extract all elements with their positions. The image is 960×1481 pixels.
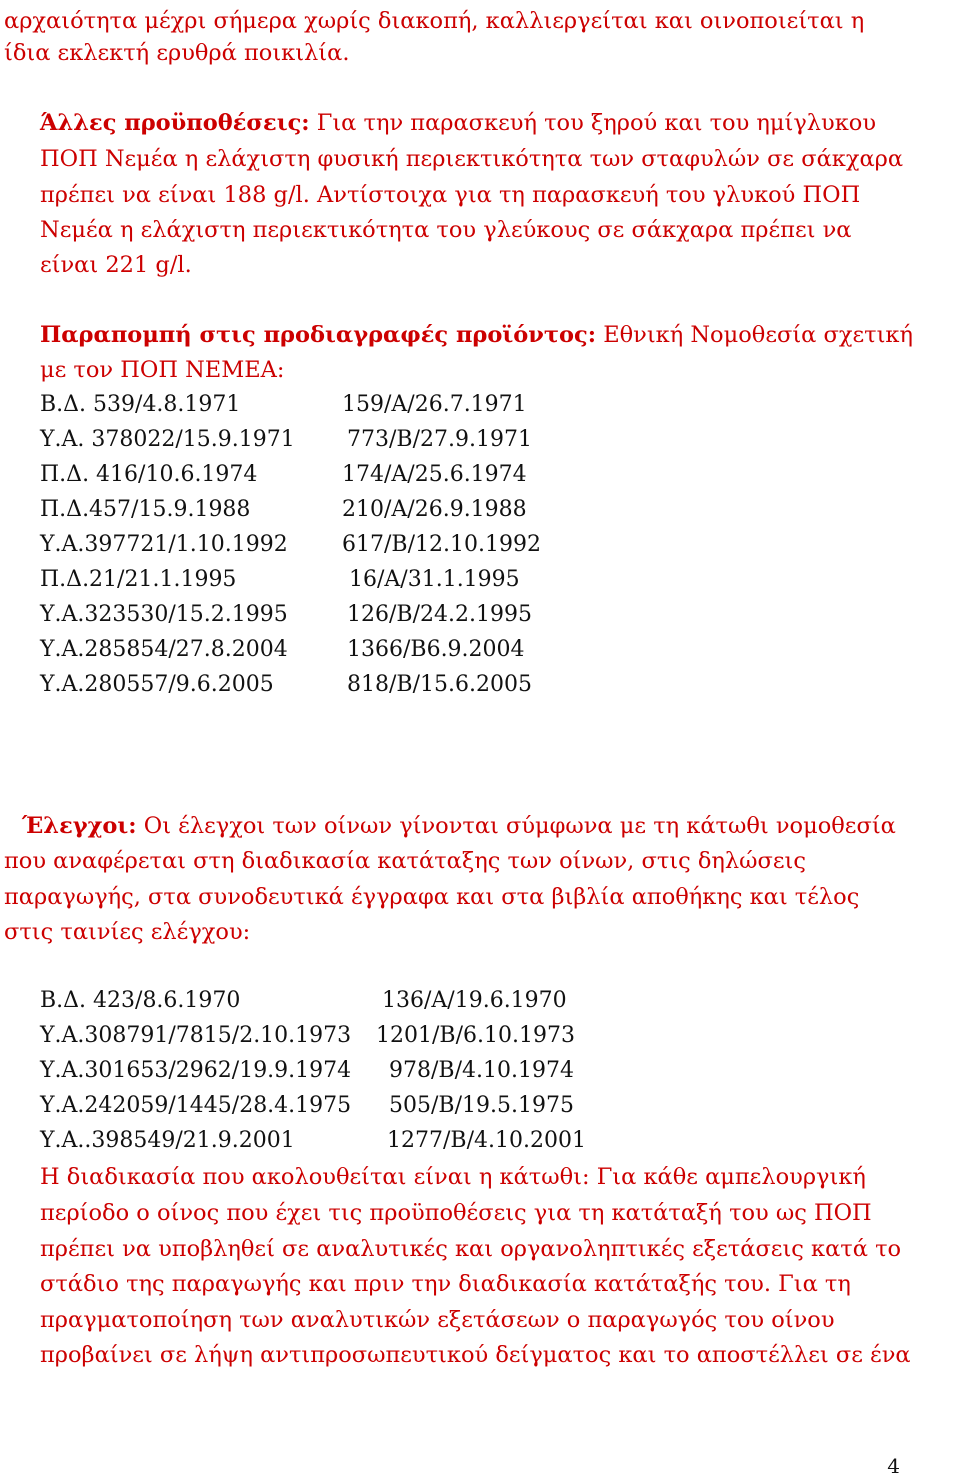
procedure-line-4: στάδιο της παραγωγής και πριν την διαδικασία κατάταξής του. Για τη [40,1271,851,1297]
spec-ref-line-2: με τον ΠΟΠ ΝΕΜΕΑ: [40,357,285,383]
procedure-line-5: πραγματοποίηση των αναλυτικών εξετάσεων ο παραγωγός του οίνου [40,1307,835,1333]
page-number: 4 [887,1454,900,1478]
spec-ref-gazette: 126/Β/24.2.1995 [347,602,532,627]
conditions-line-4: Νεμέα η ελάχιστη περιεκτικότητα του γλεύκους σε σάκχαρα πρέπει να [40,217,852,243]
controls-gazette: 1201/Β/6.10.1973 [376,1023,575,1048]
spec-ref-law: Υ.Α.285854/27.8.2004 [40,637,288,662]
spec-ref-law: Υ.Α.280557/9.6.2005 [40,672,274,697]
spec-ref-gazette: 210/Α/26.9.1988 [342,497,527,522]
procedure-line-2: περίοδο ο οίνος που έχει τις προϋποθέσεις για τη κατάταξή του ως ΠΟΠ [40,1200,872,1226]
controls-line-3: παραγωγής, στα συνοδευτικά έγγραφα και στα βιβλία αποθήκης και τέλος [4,884,860,910]
spec-ref-gazette: 818/Β/15.6.2005 [347,672,532,697]
spec-ref-law: Π.Δ.457/15.9.1988 [40,497,251,522]
spec-ref-gazette: 617/Β/12.10.1992 [342,532,541,557]
conditions-text: Για την παρασκευή του ξηρού και του ημίγλυκου [309,110,877,136]
controls-law: Υ.Α.242059/1445/28.4.1975 [40,1093,352,1118]
spec-ref-gazette: 16/Α/31.1.1995 [349,567,520,592]
conditions-line-2: ΠΟΠ Νεμέα η ελάχιστη φυσική περιεκτικότητα των σταφυλών σε σάκχαρα [40,146,904,172]
spec-ref-label: Παραπομπή στις προδιαγραφές προϊόντος: [40,322,597,348]
spec-ref-law: Υ.Α. 378022/15.9.1971 [40,427,295,452]
controls-line-4: στις ταινίες ελέγχου: [4,919,251,945]
controls-gazette: 136/Α/19.6.1970 [382,988,567,1013]
procedure-line-3: πρέπει να υποβληθεί σε αναλυτικές και οργανοληπτικές εξετάσεις κατά το [40,1236,902,1262]
intro-line-2: ίδια εκλεκτή ερυθρά ποικιλία. [4,40,350,66]
spec-ref-law: Π.Δ.21/21.1.1995 [40,567,237,592]
spec-ref-gazette: 773/Β/27.9.1971 [347,427,532,452]
spec-ref-law: Π.Δ. 416/10.6.1974 [40,462,258,487]
conditions-line-1 [40,108,876,138]
conditions-line-5: είναι 221 g/l. [40,252,192,278]
controls-line-1 [22,811,896,841]
conditions-line-3: πρέπει να είναι 188 g/l. Αντίστοιχα για τη παρασκευή του γλυκού ΠΟΠ [40,182,861,208]
controls-line-2: που αναφέρεται στη διαδικασία κατάταξης των οίνων, στις δηλώσεις [4,848,806,874]
controls-gazette: 1277/Β/4.10.2001 [387,1128,586,1153]
controls-label: Έλεγχοι: [22,813,137,839]
conditions-label: Άλλες προϋποθέσεις: [40,110,310,136]
spec-ref-text: Εθνική Νομοθεσία σχετική [596,322,913,348]
spec-ref-law: Υ.Α.323530/15.2.1995 [40,602,288,627]
intro-line-1: αρχαιότητα μέχρι σήμερα χωρίς διακοπή, καλλιεργείται και οινοποιείται η [4,8,865,34]
controls-gazette: 978/Β/4.10.1974 [389,1058,574,1083]
spec-ref-line-1 [40,320,913,350]
controls-law: Υ.Α.308791/7815/2.10.1973 [40,1023,352,1048]
spec-ref-gazette: 174/Α/25.6.1974 [342,462,527,487]
procedure-line-1: Η διαδικασία που ακολουθείται είναι η κάτωθι: Για κάθε αμπελουργική [40,1164,866,1190]
procedure-line-6: προβαίνει σε λήψη αντιπροσωπευτικού δείγματος και το αποστέλλει σε ένα [40,1342,911,1368]
spec-ref-gazette: 1366/Β6.9.2004 [347,637,525,662]
spec-ref-law: Β.Δ. 539/4.8.1971 [40,392,241,417]
controls-law: Υ.Α.301653/2962/19.9.1974 [40,1058,352,1083]
spec-ref-gazette: 159/Α/26.7.1971 [342,392,527,417]
controls-text: Οι έλεγχοι των οίνων γίνονται σύμφωνα με τη κάτωθι νομοθεσία [136,813,896,839]
spec-ref-law: Υ.Α.397721/1.10.1992 [40,532,288,557]
controls-law: Β.Δ. 423/8.6.1970 [40,988,241,1013]
controls-gazette: 505/Β/19.5.1975 [389,1093,574,1118]
controls-law: Υ.Α..398549/21.9.2001 [40,1128,295,1153]
